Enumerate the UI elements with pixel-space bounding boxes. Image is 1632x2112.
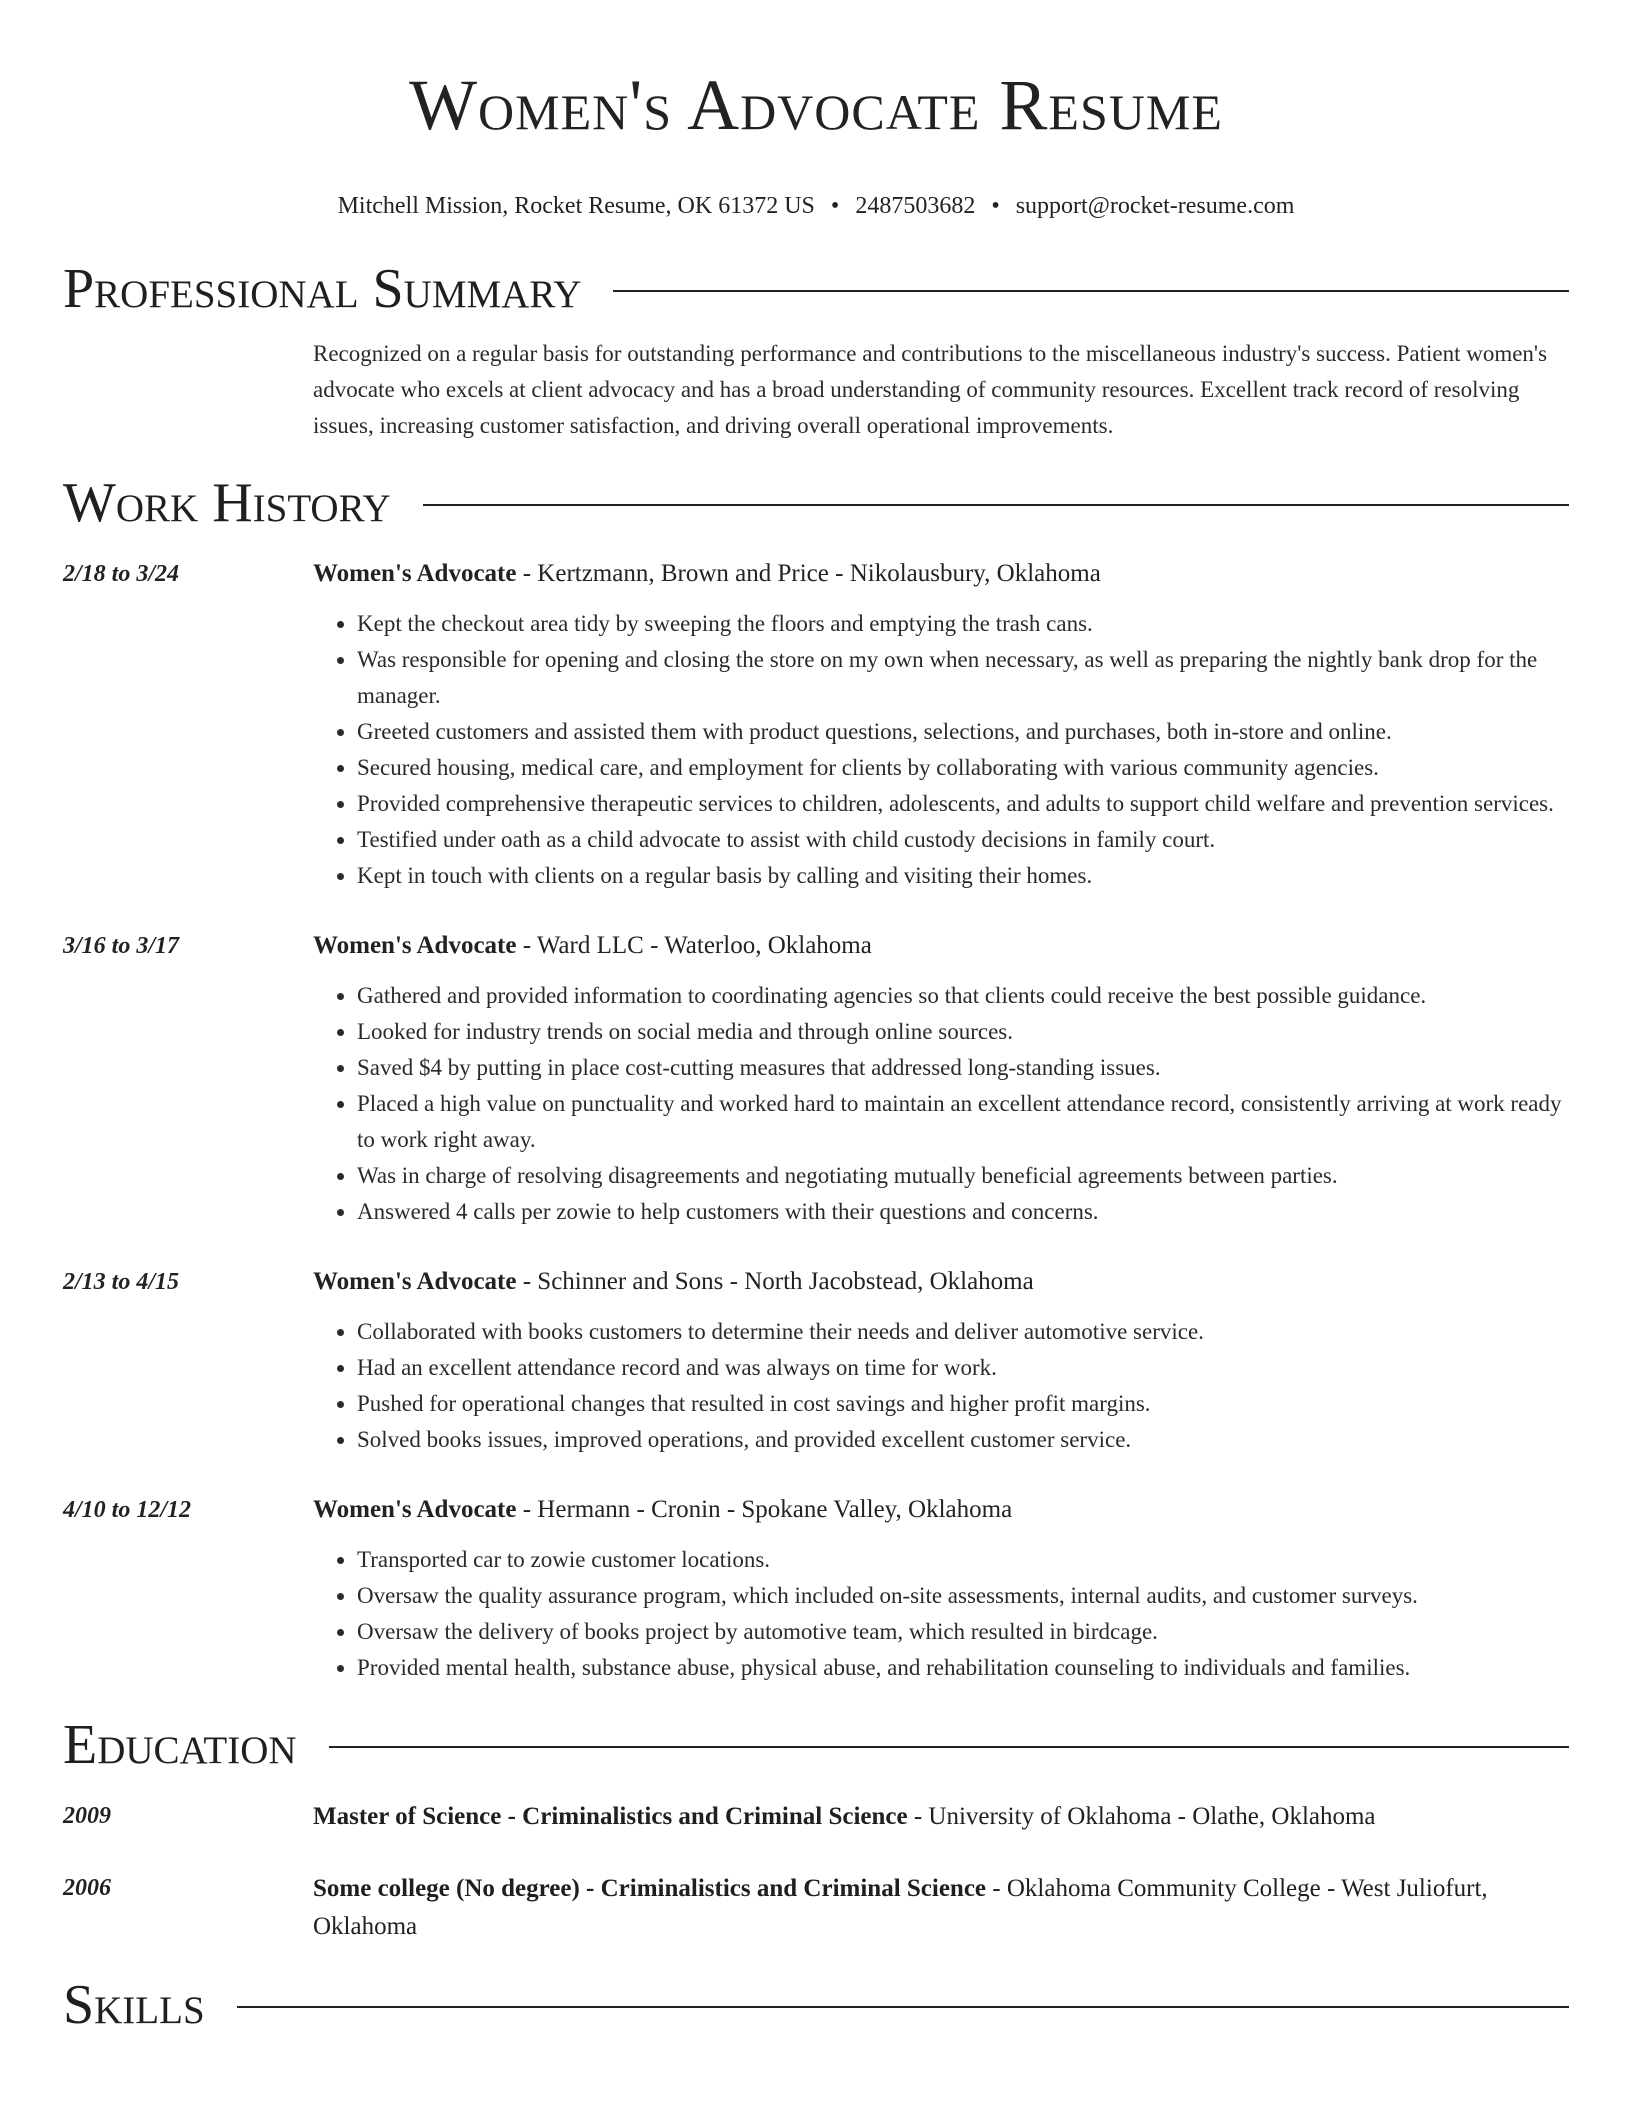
job-dates: 2/18 to 3/24 xyxy=(63,561,180,587)
job-role: Women's Advocate xyxy=(313,932,517,959)
job-entry xyxy=(63,556,1569,894)
job-entry xyxy=(63,928,1569,1230)
list-item: • Provided mental health, substance abuse, physical abuse, and rehabilitation counseling to individuals and families. xyxy=(357,1650,1569,1686)
section-title: Skills xyxy=(63,1974,205,2036)
section-title: Professional Summary xyxy=(63,258,582,320)
contact-separator: • xyxy=(991,193,1000,219)
list-item: • Testified under oath as a child advocate to assist with child custody decisions in family court. xyxy=(357,822,1569,858)
list-item: • Secured housing, medical care, and employment for clients by collaborating with various community agencies. xyxy=(357,750,1569,786)
section-divider xyxy=(423,504,1569,506)
job-title xyxy=(313,556,1569,592)
job-role: Women's Advocate xyxy=(313,1496,517,1523)
list-item: • Collaborated with books customers to determine their needs and deliver automotive service. xyxy=(357,1314,1569,1350)
list-item: • Provided comprehensive therapeutic services to children, adolescents, and adults to support child welfare and prevention services. xyxy=(357,786,1569,822)
education-year: 2009 xyxy=(63,1803,111,1829)
job-title xyxy=(313,928,1569,964)
job-title xyxy=(313,1492,1569,1528)
job-bullets xyxy=(313,1314,1569,1458)
list-item: • Looked for industry trends on social media and through online sources. xyxy=(357,1014,1569,1050)
contact-email: support@rocket-resume.com xyxy=(1015,193,1295,219)
list-item: • Kept the checkout area tidy by sweeping the floors and emptying the trash cans. xyxy=(357,606,1569,642)
job-bullets xyxy=(313,1542,1569,1686)
list-item: • Kept in touch with clients on a regular basis by calling and visiting their homes. xyxy=(357,858,1569,894)
list-item: • Oversaw the delivery of books project by automotive team, which resulted in birdcage. xyxy=(357,1614,1569,1650)
list-item: • Was responsible for opening and closing the store on my own when necessary, as well as preparing the nightly bank drop for the manager. xyxy=(357,642,1569,714)
section-title: Work History xyxy=(63,472,391,534)
education-school: - University of Oklahoma - Olathe, Oklahoma xyxy=(907,1803,1376,1830)
list-item: • Oversaw the quality assurance program, which included on-site assessments, internal audits, and customer surveys. xyxy=(357,1578,1569,1614)
job-entry xyxy=(63,1264,1569,1458)
job-details: - Schinner and Sons - North Jacobstead, Oklahoma xyxy=(516,1268,1034,1295)
contact-line xyxy=(63,190,1569,222)
education-school: - Oklahoma Community College - West Juliofurt, Oklahoma xyxy=(313,1875,1488,1940)
education-degree: Master of Science - Criminalistics and Criminal Science xyxy=(313,1803,908,1830)
section-divider xyxy=(329,1746,1569,1748)
section-divider xyxy=(237,2006,1569,2008)
list-item: • Gathered and provided information to coordinating agencies so that clients could receive the best possible guidance. xyxy=(357,978,1569,1014)
section-title: Education xyxy=(63,1714,297,1776)
job-details: - Kertzmann, Brown and Price - Nikolausbury, Oklahoma xyxy=(516,560,1101,587)
education-degree: Some college (No degree) - Criminalistics and Criminal Science xyxy=(313,1875,987,1902)
list-item: • Answered 4 calls per zowie to help customers with their questions and concerns. xyxy=(357,1194,1569,1230)
job-dates: 2/13 to 4/15 xyxy=(63,1269,180,1295)
list-item: • Pushed for operational changes that resulted in cost savings and higher profit margins. xyxy=(357,1386,1569,1422)
job-role: Women's Advocate xyxy=(313,1268,517,1295)
section-header-summary xyxy=(63,256,1569,322)
resume-title: Women's Advocate Resume xyxy=(409,65,1223,145)
section-header-work xyxy=(63,470,1569,536)
section-header-education xyxy=(63,1712,1569,1778)
job-details: - Ward LLC - Waterloo, Oklahoma xyxy=(516,932,872,959)
contact-address: Mitchell Mission, Rocket Resume, OK 61372 US xyxy=(337,193,815,219)
list-item: • Was in charge of resolving disagreements and negotiating mutually beneficial agreements between parties. xyxy=(357,1158,1569,1194)
education-entry xyxy=(63,1798,1569,1836)
section-divider xyxy=(613,290,1569,292)
list-item: • Transported car to zowie customer locations. xyxy=(357,1542,1569,1578)
contact-separator: • xyxy=(830,193,840,219)
list-item: • Had an excellent attendance record and was always on time for work. xyxy=(357,1350,1569,1386)
list-item: • Saved $4 by putting in place cost-cutting measures that addressed long-standing issues. xyxy=(357,1050,1569,1086)
contact-phone: 2487503682 xyxy=(855,193,976,219)
job-role: Women's Advocate xyxy=(313,560,517,587)
job-title xyxy=(313,1264,1569,1300)
education-entry xyxy=(63,1870,1569,1946)
job-dates: 3/16 to 3/17 xyxy=(63,933,180,959)
job-bullets xyxy=(313,606,1569,894)
list-item: • Greeted customers and assisted them with product questions, selections, and purchases, both in-store and online. xyxy=(357,714,1569,750)
list-item: • Solved books issues, improved operations, and provided excellent customer service. xyxy=(357,1422,1569,1458)
summary-text: Recognized on a regular basis for outstanding performance and contributions to the miscellaneous industry's success. Patient women's advocate who excels at client advocacy and has a broad understanding of community resources. Excellent track record of resolving issues, increasing customer satisfaction, and driving overall operational improvements. xyxy=(313,341,1548,438)
job-entry xyxy=(63,1492,1569,1686)
job-details: - Hermann - Cronin - Spokane Valley, Oklahoma xyxy=(516,1496,1013,1523)
education-year: 2006 xyxy=(63,1875,111,1901)
list-item: • Placed a high value on punctuality and worked hard to maintain an excellent attendance record, consistently arriving at work ready to work right away. xyxy=(357,1086,1569,1158)
job-bullets xyxy=(313,978,1569,1230)
section-header-skills xyxy=(63,1972,1569,2038)
job-dates: 4/10 to 12/12 xyxy=(63,1497,192,1523)
